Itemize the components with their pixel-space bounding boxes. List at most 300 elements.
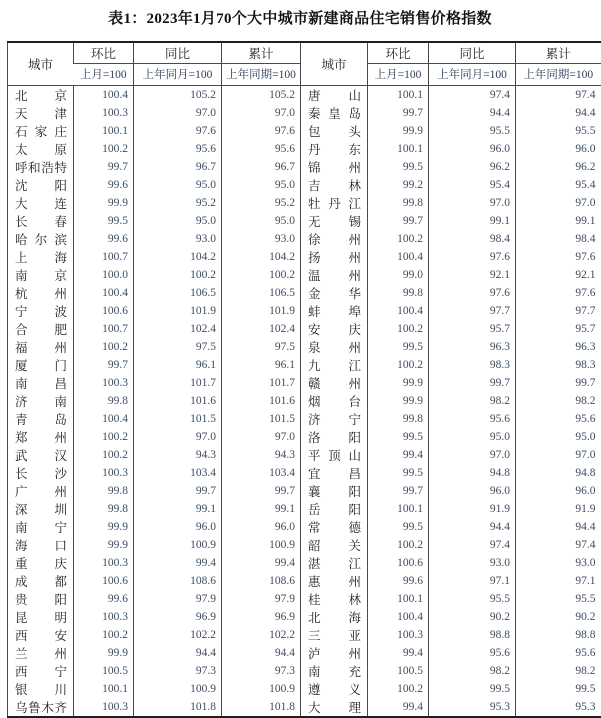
value-cell: 101.9 bbox=[222, 302, 301, 320]
col-header-mom-right: 环比 bbox=[368, 42, 429, 63]
city-cell: 秦皇岛 bbox=[301, 104, 368, 122]
table-row bbox=[8, 482, 601, 500]
city-cell: 天津 bbox=[15, 106, 67, 121]
city-cell: 惠州 bbox=[301, 572, 368, 590]
city-cell: 扬州 bbox=[301, 248, 368, 266]
value-cell: 97.0 bbox=[222, 104, 301, 122]
value-cell: 100.1 bbox=[368, 85, 429, 104]
value-cell: 100.2 bbox=[74, 338, 134, 356]
city-cell: 南昌 bbox=[15, 376, 67, 391]
value-cell: 95.5 bbox=[429, 590, 516, 608]
value-cell: 100.1 bbox=[368, 590, 429, 608]
value-cell: 99.9 bbox=[74, 536, 134, 554]
value-cell: 97.6 bbox=[516, 284, 601, 302]
value-cell: 97.4 bbox=[516, 536, 601, 554]
city-cell: 南宁 bbox=[15, 520, 67, 535]
city-cell: 湛江 bbox=[301, 554, 368, 572]
value-cell: 99.7 bbox=[74, 158, 134, 176]
table-row bbox=[8, 518, 601, 536]
city-cell: 安庆 bbox=[301, 320, 368, 338]
table-row bbox=[8, 230, 601, 248]
value-cell: 105.2 bbox=[134, 85, 222, 104]
value-cell: 98.3 bbox=[516, 356, 601, 374]
value-cell: 95.3 bbox=[516, 698, 601, 717]
value-cell: 97.6 bbox=[429, 284, 516, 302]
value-cell: 95.0 bbox=[516, 428, 601, 446]
table-row bbox=[8, 608, 601, 626]
value-cell: 102.2 bbox=[134, 626, 222, 644]
value-cell: 95.6 bbox=[516, 644, 601, 662]
city-cell: 泸州 bbox=[301, 644, 368, 662]
value-cell: 99.7 bbox=[368, 482, 429, 500]
value-cell: 99.9 bbox=[74, 518, 134, 536]
value-cell: 100.3 bbox=[74, 104, 134, 122]
value-cell: 99.5 bbox=[368, 338, 429, 356]
value-cell: 99.8 bbox=[368, 194, 429, 212]
city-cell: 无锡 bbox=[301, 212, 368, 230]
value-cell: 99.4 bbox=[368, 698, 429, 717]
value-cell: 99.4 bbox=[368, 644, 429, 662]
value-cell: 97.0 bbox=[516, 446, 601, 464]
city-cell: 温州 bbox=[301, 266, 368, 284]
value-cell: 98.4 bbox=[516, 230, 601, 248]
value-cell: 100.9 bbox=[134, 680, 222, 698]
value-cell: 95.0 bbox=[134, 212, 222, 230]
value-cell: 101.7 bbox=[134, 374, 222, 392]
value-cell: 96.0 bbox=[516, 140, 601, 158]
city-cell: 长沙 bbox=[15, 466, 67, 481]
value-cell: 95.0 bbox=[222, 212, 301, 230]
col-header-yoy-right: 同比 bbox=[429, 42, 516, 63]
value-cell: 99.2 bbox=[368, 176, 429, 194]
value-cell: 100.4 bbox=[74, 284, 134, 302]
city-cell: 南京 bbox=[15, 268, 67, 283]
table-row bbox=[8, 194, 601, 212]
value-cell: 100.6 bbox=[74, 302, 134, 320]
value-cell: 100.2 bbox=[74, 446, 134, 464]
value-cell: 100.2 bbox=[368, 230, 429, 248]
value-cell: 96.7 bbox=[134, 158, 222, 176]
city-cell: 沈阳 bbox=[15, 178, 67, 193]
value-cell: 108.6 bbox=[134, 572, 222, 590]
value-cell: 99.1 bbox=[429, 212, 516, 230]
city-cell: 丹东 bbox=[301, 140, 368, 158]
value-cell: 97.7 bbox=[429, 302, 516, 320]
value-cell: 97.0 bbox=[134, 428, 222, 446]
col-header-cum-left: 累计 bbox=[222, 42, 301, 63]
value-cell: 96.2 bbox=[516, 158, 601, 176]
value-cell: 99.1 bbox=[516, 212, 601, 230]
city-cell: 上海 bbox=[15, 250, 67, 265]
value-cell: 99.5 bbox=[368, 158, 429, 176]
table-row bbox=[8, 446, 601, 464]
table-row bbox=[8, 104, 601, 122]
city-cell: 合肥 bbox=[15, 322, 67, 337]
value-cell: 100.2 bbox=[368, 320, 429, 338]
value-cell: 93.0 bbox=[222, 230, 301, 248]
value-cell: 96.7 bbox=[222, 158, 301, 176]
value-cell: 96.0 bbox=[429, 482, 516, 500]
value-cell: 97.5 bbox=[222, 338, 301, 356]
value-cell: 99.7 bbox=[368, 212, 429, 230]
value-cell: 100.4 bbox=[74, 410, 134, 428]
city-cell: 福州 bbox=[15, 340, 67, 355]
value-cell: 99.0 bbox=[368, 266, 429, 284]
value-cell: 97.6 bbox=[429, 248, 516, 266]
value-cell: 97.0 bbox=[429, 194, 516, 212]
city-cell: 大连 bbox=[15, 196, 67, 211]
table-row bbox=[8, 554, 601, 572]
value-cell: 95.6 bbox=[516, 410, 601, 428]
value-cell: 100.4 bbox=[74, 85, 134, 104]
city-cell: 襄阳 bbox=[301, 482, 368, 500]
value-cell: 95.0 bbox=[134, 176, 222, 194]
city-cell: 郑州 bbox=[15, 430, 67, 445]
value-cell: 100.2 bbox=[74, 626, 134, 644]
value-cell: 99.4 bbox=[368, 446, 429, 464]
city-cell: 大理 bbox=[301, 698, 368, 717]
value-cell: 98.3 bbox=[429, 356, 516, 374]
city-cell: 海口 bbox=[15, 538, 67, 553]
table-row bbox=[8, 590, 601, 608]
col-header-city-left: 城市 bbox=[8, 42, 74, 85]
value-cell: 96.0 bbox=[429, 140, 516, 158]
value-cell: 95.6 bbox=[222, 140, 301, 158]
value-cell: 94.4 bbox=[516, 518, 601, 536]
city-cell: 宜昌 bbox=[301, 464, 368, 482]
value-cell: 97.3 bbox=[134, 662, 222, 680]
city-cell: 金华 bbox=[301, 284, 368, 302]
city-cell: 唐山 bbox=[301, 85, 368, 104]
value-cell: 99.7 bbox=[429, 374, 516, 392]
value-cell: 92.1 bbox=[429, 266, 516, 284]
value-cell: 97.6 bbox=[222, 122, 301, 140]
value-cell: 100.5 bbox=[74, 662, 134, 680]
value-cell: 100.3 bbox=[368, 626, 429, 644]
table-row bbox=[8, 320, 601, 338]
value-cell: 97.4 bbox=[429, 536, 516, 554]
city-cell: 呼和浩特 bbox=[15, 160, 67, 175]
value-cell: 97.0 bbox=[222, 428, 301, 446]
value-cell: 100.3 bbox=[74, 464, 134, 482]
value-cell: 101.5 bbox=[134, 410, 222, 428]
value-cell: 97.7 bbox=[516, 302, 601, 320]
value-cell: 99.7 bbox=[134, 482, 222, 500]
city-cell: 乌鲁木齐 bbox=[15, 700, 67, 715]
value-cell: 98.2 bbox=[429, 392, 516, 410]
city-cell: 成都 bbox=[15, 574, 67, 589]
value-cell: 99.9 bbox=[74, 644, 134, 662]
city-cell: 昆明 bbox=[15, 610, 67, 625]
table-row bbox=[8, 248, 601, 266]
col-subheader-yoy-base-left: 上年同月=100 bbox=[134, 63, 222, 85]
value-cell: 97.1 bbox=[429, 572, 516, 590]
city-cell: 西安 bbox=[15, 628, 67, 643]
table-row bbox=[8, 284, 601, 302]
table-row bbox=[8, 392, 601, 410]
table-row bbox=[8, 626, 601, 644]
city-cell: 宁波 bbox=[15, 304, 67, 319]
value-cell: 95.6 bbox=[429, 644, 516, 662]
value-cell: 95.7 bbox=[516, 320, 601, 338]
value-cell: 94.3 bbox=[222, 446, 301, 464]
table-row bbox=[8, 356, 601, 374]
value-cell: 96.1 bbox=[222, 356, 301, 374]
value-cell: 95.2 bbox=[222, 194, 301, 212]
value-cell: 100.7 bbox=[74, 320, 134, 338]
value-cell: 99.7 bbox=[74, 356, 134, 374]
city-cell: 济宁 bbox=[301, 410, 368, 428]
value-cell: 104.2 bbox=[222, 248, 301, 266]
value-cell: 99.6 bbox=[74, 176, 134, 194]
value-cell: 99.7 bbox=[368, 104, 429, 122]
table-row bbox=[8, 176, 601, 194]
col-subheader-cum-base-right: 上年同期=100 bbox=[516, 63, 601, 85]
value-cell: 100.6 bbox=[368, 554, 429, 572]
city-cell: 遵义 bbox=[301, 680, 368, 698]
value-cell: 94.4 bbox=[134, 644, 222, 662]
value-cell: 98.8 bbox=[516, 626, 601, 644]
value-cell: 99.5 bbox=[368, 518, 429, 536]
value-cell: 100.2 bbox=[368, 536, 429, 554]
value-cell: 95.3 bbox=[429, 698, 516, 717]
value-cell: 93.0 bbox=[429, 554, 516, 572]
value-cell: 96.0 bbox=[134, 518, 222, 536]
value-cell: 96.1 bbox=[134, 356, 222, 374]
city-cell: 吉林 bbox=[301, 176, 368, 194]
value-cell: 94.4 bbox=[429, 104, 516, 122]
city-cell: 锦州 bbox=[301, 158, 368, 176]
table-row bbox=[8, 572, 601, 590]
value-cell: 102.4 bbox=[222, 320, 301, 338]
value-cell: 99.6 bbox=[74, 590, 134, 608]
value-cell: 97.0 bbox=[134, 104, 222, 122]
value-cell: 95.4 bbox=[516, 176, 601, 194]
value-cell: 100.1 bbox=[368, 500, 429, 518]
value-cell: 100.3 bbox=[74, 608, 134, 626]
value-cell: 100.2 bbox=[134, 266, 222, 284]
value-cell: 101.9 bbox=[134, 302, 222, 320]
city-cell: 桂林 bbox=[301, 590, 368, 608]
value-cell: 99.5 bbox=[368, 464, 429, 482]
value-cell: 100.2 bbox=[74, 140, 134, 158]
table-row bbox=[8, 428, 601, 446]
value-cell: 95.6 bbox=[429, 410, 516, 428]
value-cell: 99.6 bbox=[368, 572, 429, 590]
city-cell: 长春 bbox=[15, 214, 67, 229]
city-cell: 三亚 bbox=[301, 626, 368, 644]
table-row bbox=[8, 680, 601, 698]
city-cell: 厦门 bbox=[15, 358, 67, 373]
city-cell: 贵阳 bbox=[15, 592, 67, 607]
value-cell: 101.5 bbox=[222, 410, 301, 428]
value-cell: 94.8 bbox=[516, 464, 601, 482]
col-header-yoy-left: 同比 bbox=[134, 42, 222, 63]
value-cell: 90.2 bbox=[429, 608, 516, 626]
value-cell: 100.3 bbox=[74, 698, 134, 717]
value-cell: 96.9 bbox=[222, 608, 301, 626]
value-cell: 99.5 bbox=[368, 428, 429, 446]
value-cell: 95.5 bbox=[516, 590, 601, 608]
city-cell: 徐州 bbox=[301, 230, 368, 248]
table-header bbox=[8, 42, 601, 85]
value-cell: 101.8 bbox=[134, 698, 222, 717]
city-cell: 重庆 bbox=[15, 556, 67, 571]
value-cell: 100.6 bbox=[74, 572, 134, 590]
table-row bbox=[8, 698, 601, 717]
value-cell: 93.0 bbox=[516, 554, 601, 572]
value-cell: 101.7 bbox=[222, 374, 301, 392]
value-cell: 101.6 bbox=[134, 392, 222, 410]
city-cell: 深圳 bbox=[15, 502, 67, 517]
table-body bbox=[8, 85, 601, 717]
table-row bbox=[8, 302, 601, 320]
value-cell: 105.2 bbox=[222, 85, 301, 104]
value-cell: 102.4 bbox=[134, 320, 222, 338]
table-row bbox=[8, 464, 601, 482]
value-cell: 97.3 bbox=[222, 662, 301, 680]
value-cell: 97.6 bbox=[516, 248, 601, 266]
city-cell: 兰州 bbox=[15, 646, 67, 661]
city-cell: 烟台 bbox=[301, 392, 368, 410]
city-cell: 泉州 bbox=[301, 338, 368, 356]
value-cell: 102.2 bbox=[222, 626, 301, 644]
city-cell: 韶关 bbox=[301, 536, 368, 554]
col-subheader-yoy-base-right: 上年同月=100 bbox=[429, 63, 516, 85]
table-row bbox=[8, 500, 601, 518]
value-cell: 97.0 bbox=[429, 446, 516, 464]
value-cell: 95.5 bbox=[429, 122, 516, 140]
value-cell: 91.9 bbox=[429, 500, 516, 518]
col-subheader-mom-base-left: 上月=100 bbox=[74, 63, 134, 85]
city-cell: 北京 bbox=[15, 88, 67, 103]
col-subheader-cum-base-left: 上年同期=100 bbox=[222, 63, 301, 85]
value-cell: 100.2 bbox=[368, 356, 429, 374]
value-cell: 97.4 bbox=[516, 85, 601, 104]
value-cell: 94.8 bbox=[429, 464, 516, 482]
value-cell: 99.9 bbox=[368, 374, 429, 392]
value-cell: 100.2 bbox=[74, 428, 134, 446]
city-cell: 北海 bbox=[301, 608, 368, 626]
value-cell: 108.6 bbox=[222, 572, 301, 590]
value-cell: 95.0 bbox=[429, 428, 516, 446]
value-cell: 97.0 bbox=[516, 194, 601, 212]
value-cell: 94.4 bbox=[516, 104, 601, 122]
value-cell: 97.6 bbox=[134, 122, 222, 140]
value-cell: 100.7 bbox=[74, 248, 134, 266]
value-cell: 99.8 bbox=[74, 392, 134, 410]
value-cell: 98.2 bbox=[429, 662, 516, 680]
value-cell: 99.7 bbox=[516, 374, 601, 392]
table-row bbox=[8, 536, 601, 554]
price-index-table bbox=[7, 41, 601, 718]
table-row bbox=[8, 212, 601, 230]
value-cell: 100.1 bbox=[74, 122, 134, 140]
value-cell: 100.2 bbox=[222, 266, 301, 284]
table-row bbox=[8, 410, 601, 428]
value-cell: 99.5 bbox=[74, 212, 134, 230]
value-cell: 97.1 bbox=[516, 572, 601, 590]
city-cell: 哈尔滨 bbox=[15, 232, 67, 247]
value-cell: 92.1 bbox=[516, 266, 601, 284]
value-cell: 99.8 bbox=[368, 410, 429, 428]
city-cell: 平顶山 bbox=[301, 446, 368, 464]
table-row bbox=[8, 338, 601, 356]
value-cell: 100.2 bbox=[368, 680, 429, 698]
value-cell: 99.9 bbox=[368, 392, 429, 410]
value-cell: 99.5 bbox=[516, 680, 601, 698]
value-cell: 99.8 bbox=[368, 284, 429, 302]
value-cell: 99.4 bbox=[134, 554, 222, 572]
city-cell: 武汉 bbox=[15, 448, 67, 463]
value-cell: 95.5 bbox=[516, 122, 601, 140]
value-cell: 94.3 bbox=[134, 446, 222, 464]
city-cell: 西宁 bbox=[15, 664, 67, 679]
value-cell: 96.3 bbox=[516, 338, 601, 356]
value-cell: 100.4 bbox=[368, 248, 429, 266]
city-cell: 岳阳 bbox=[301, 500, 368, 518]
value-cell: 99.7 bbox=[222, 482, 301, 500]
value-cell: 99.1 bbox=[134, 500, 222, 518]
city-cell: 南充 bbox=[301, 662, 368, 680]
city-cell: 洛阳 bbox=[301, 428, 368, 446]
value-cell: 100.9 bbox=[222, 536, 301, 554]
value-cell: 106.5 bbox=[134, 284, 222, 302]
value-cell: 97.5 bbox=[134, 338, 222, 356]
value-cell: 103.4 bbox=[134, 464, 222, 482]
value-cell: 99.1 bbox=[222, 500, 301, 518]
table-row bbox=[8, 122, 601, 140]
value-cell: 99.4 bbox=[222, 554, 301, 572]
value-cell: 98.8 bbox=[429, 626, 516, 644]
city-cell: 太原 bbox=[15, 142, 67, 157]
table-row bbox=[8, 374, 601, 392]
city-cell: 广州 bbox=[15, 484, 67, 499]
city-cell: 九江 bbox=[301, 356, 368, 374]
value-cell: 103.4 bbox=[222, 464, 301, 482]
table-row bbox=[8, 662, 601, 680]
value-cell: 93.0 bbox=[134, 230, 222, 248]
value-cell: 106.5 bbox=[222, 284, 301, 302]
value-cell: 96.0 bbox=[222, 518, 301, 536]
value-cell: 100.4 bbox=[368, 608, 429, 626]
value-cell: 94.4 bbox=[222, 644, 301, 662]
city-cell: 石家庄 bbox=[15, 124, 67, 139]
value-cell: 90.2 bbox=[516, 608, 601, 626]
value-cell: 97.4 bbox=[429, 85, 516, 104]
col-header-city-right: 城市 bbox=[301, 42, 368, 85]
value-cell: 100.9 bbox=[222, 680, 301, 698]
value-cell: 99.6 bbox=[74, 230, 134, 248]
value-cell: 100.0 bbox=[74, 266, 134, 284]
col-header-mom-left: 环比 bbox=[74, 42, 134, 63]
value-cell: 96.2 bbox=[429, 158, 516, 176]
value-cell: 98.2 bbox=[516, 662, 601, 680]
value-cell: 95.7 bbox=[429, 320, 516, 338]
city-cell: 青岛 bbox=[15, 412, 67, 427]
value-cell: 100.3 bbox=[74, 554, 134, 572]
value-cell: 100.3 bbox=[74, 374, 134, 392]
value-cell: 95.2 bbox=[134, 194, 222, 212]
value-cell: 96.3 bbox=[429, 338, 516, 356]
table-row bbox=[8, 266, 601, 284]
value-cell: 98.2 bbox=[516, 392, 601, 410]
value-cell: 101.6 bbox=[222, 392, 301, 410]
value-cell: 95.6 bbox=[134, 140, 222, 158]
value-cell: 100.1 bbox=[74, 680, 134, 698]
table-row bbox=[8, 85, 601, 104]
value-cell: 95.0 bbox=[222, 176, 301, 194]
